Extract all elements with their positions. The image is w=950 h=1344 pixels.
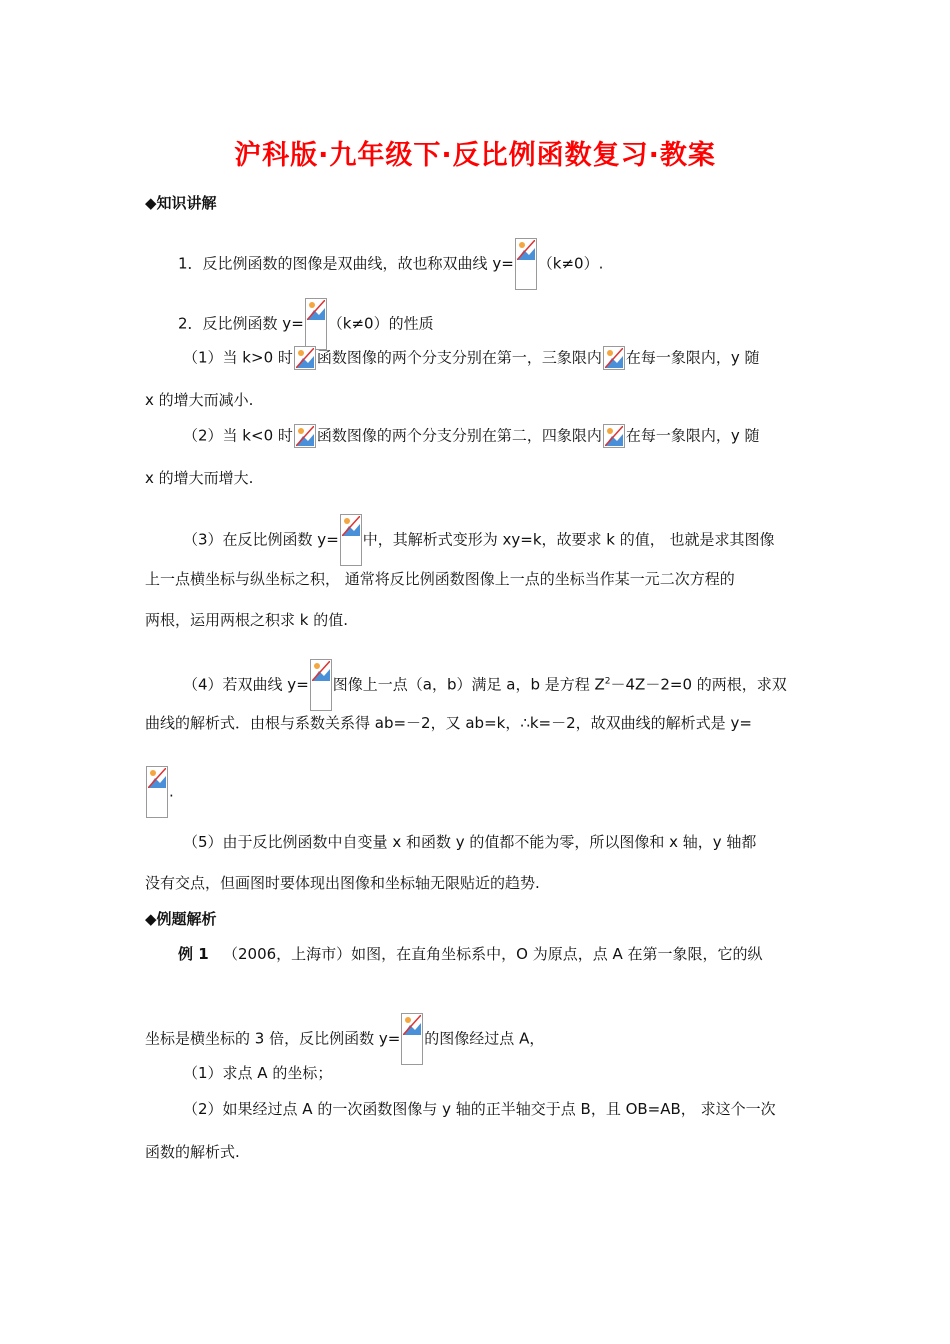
paragraph-5-text-b: 中，其解析式变形为 xy=k，故要求 k 的值， 也就是求其图像 — [362, 530, 775, 549]
example-1-cont-text-b: 的图像经过点 A， — [424, 1029, 545, 1048]
paragraph-4-text-b: 函数图像的两个分支分别在第二，四象限内 — [316, 426, 602, 445]
broken-image-icon — [401, 1013, 423, 1065]
paragraph-3 — [183, 346, 760, 370]
paragraph-2 — [178, 298, 434, 350]
paragraph-1 — [178, 238, 603, 290]
section-knowledge-heading: ◆知识讲解 — [145, 194, 217, 212]
broken-image-icon — [340, 514, 362, 566]
paragraph-2-text-b: （k≠0）的性质 — [327, 314, 434, 333]
paragraph-2-text-a: 2．反比例函数 y= — [178, 314, 304, 333]
broken-image-icon — [515, 238, 537, 290]
paragraph-3-text-b: 函数图像的两个分支分别在第一，三象限内 — [316, 348, 602, 367]
paragraph-5 — [183, 514, 775, 566]
paragraph-3-text-a: （1）当 k>0 时 — [183, 348, 293, 367]
paragraph-1-text-b: （k≠0）. — [537, 254, 604, 273]
example-1 — [178, 944, 763, 964]
paragraph-4 — [183, 424, 760, 448]
paragraph-6-period: . — [169, 782, 174, 801]
broken-image-icon — [146, 766, 168, 818]
paragraph-4-text-c: 在每一象限内，y 随 — [625, 426, 760, 445]
paragraph-6-cont-2 — [145, 766, 174, 818]
paragraph-5-text-a: （3）在反比例函数 y= — [183, 530, 339, 549]
question-2: （2）如果经过点 A 的一次函数图像与 y 轴的正半轴交于点 B，且 OB=AB， 求这个一次 — [183, 1100, 776, 1118]
broken-image-icon — [310, 659, 332, 711]
paragraph-6-cont-1: 曲线的解析式．由根与系数关系得 ab=－2，又 ab=k，∴k=－2，故双曲线的解析式是 y= — [145, 714, 752, 732]
paragraph-3-cont: x 的增大而减小. — [145, 391, 254, 409]
broken-image-icon — [603, 346, 625, 370]
paragraph-7: （5）由于反比例函数中自变量 x 和函数 y 的值都不能为零，所以图像和 x 轴，y 轴都 — [183, 833, 757, 851]
example-1-text: （2006，上海市）如图，在直角坐标系中，O 为原点，点 A 在第一象限，它的纵 — [222, 945, 763, 963]
example-1-cont — [145, 1013, 544, 1065]
broken-image-icon — [294, 346, 316, 370]
page-title: 沪科版·九年级下·反比例函数复习·教案 — [234, 140, 716, 171]
section-examples-heading: ◆例题解析 — [145, 910, 217, 928]
question-2-cont: 函数的解析式. — [145, 1143, 240, 1161]
paragraph-5-cont-1: 上一点横坐标与纵坐标之积， 通常将反比例函数图像上一点的坐标当作某一元二次方程的 — [145, 570, 735, 588]
paragraph-7-cont: 没有交点，但画图时要体现出图像和坐标轴无限贴近的趋势. — [145, 874, 540, 892]
paragraph-3-text-c: 在每一象限内，y 随 — [625, 348, 760, 367]
question-1: （1）求点 A 的坐标； — [183, 1064, 333, 1082]
paragraph-4-cont: x 的增大而增大. — [145, 469, 254, 487]
paragraph-5-cont-2: 两根，运用两根之积求 k 的值. — [145, 611, 348, 629]
paragraph-6-text-c: －4Z－2=0 的两根，求双 — [610, 675, 787, 694]
paragraph-6-text-a: （4）若双曲线 y= — [183, 675, 309, 694]
example-1-label: 例 1 — [178, 945, 209, 963]
paragraph-4-text-a: （2）当 k<0 时 — [183, 426, 293, 445]
broken-image-icon — [294, 424, 316, 448]
broken-image-icon — [305, 298, 327, 350]
paragraph-1-text-a: 1．反比例函数的图像是双曲线，故也称双曲线 y= — [178, 254, 514, 273]
example-1-cont-text-a: 坐标是横坐标的 3 倍，反比例函数 y= — [145, 1029, 401, 1048]
paragraph-6 — [183, 659, 787, 711]
broken-image-icon — [603, 424, 625, 448]
superscript-2: 2 — [604, 676, 611, 687]
paragraph-6-text-b: 图像上一点（a，b）满足 a，b 是方程 Z — [332, 675, 605, 694]
